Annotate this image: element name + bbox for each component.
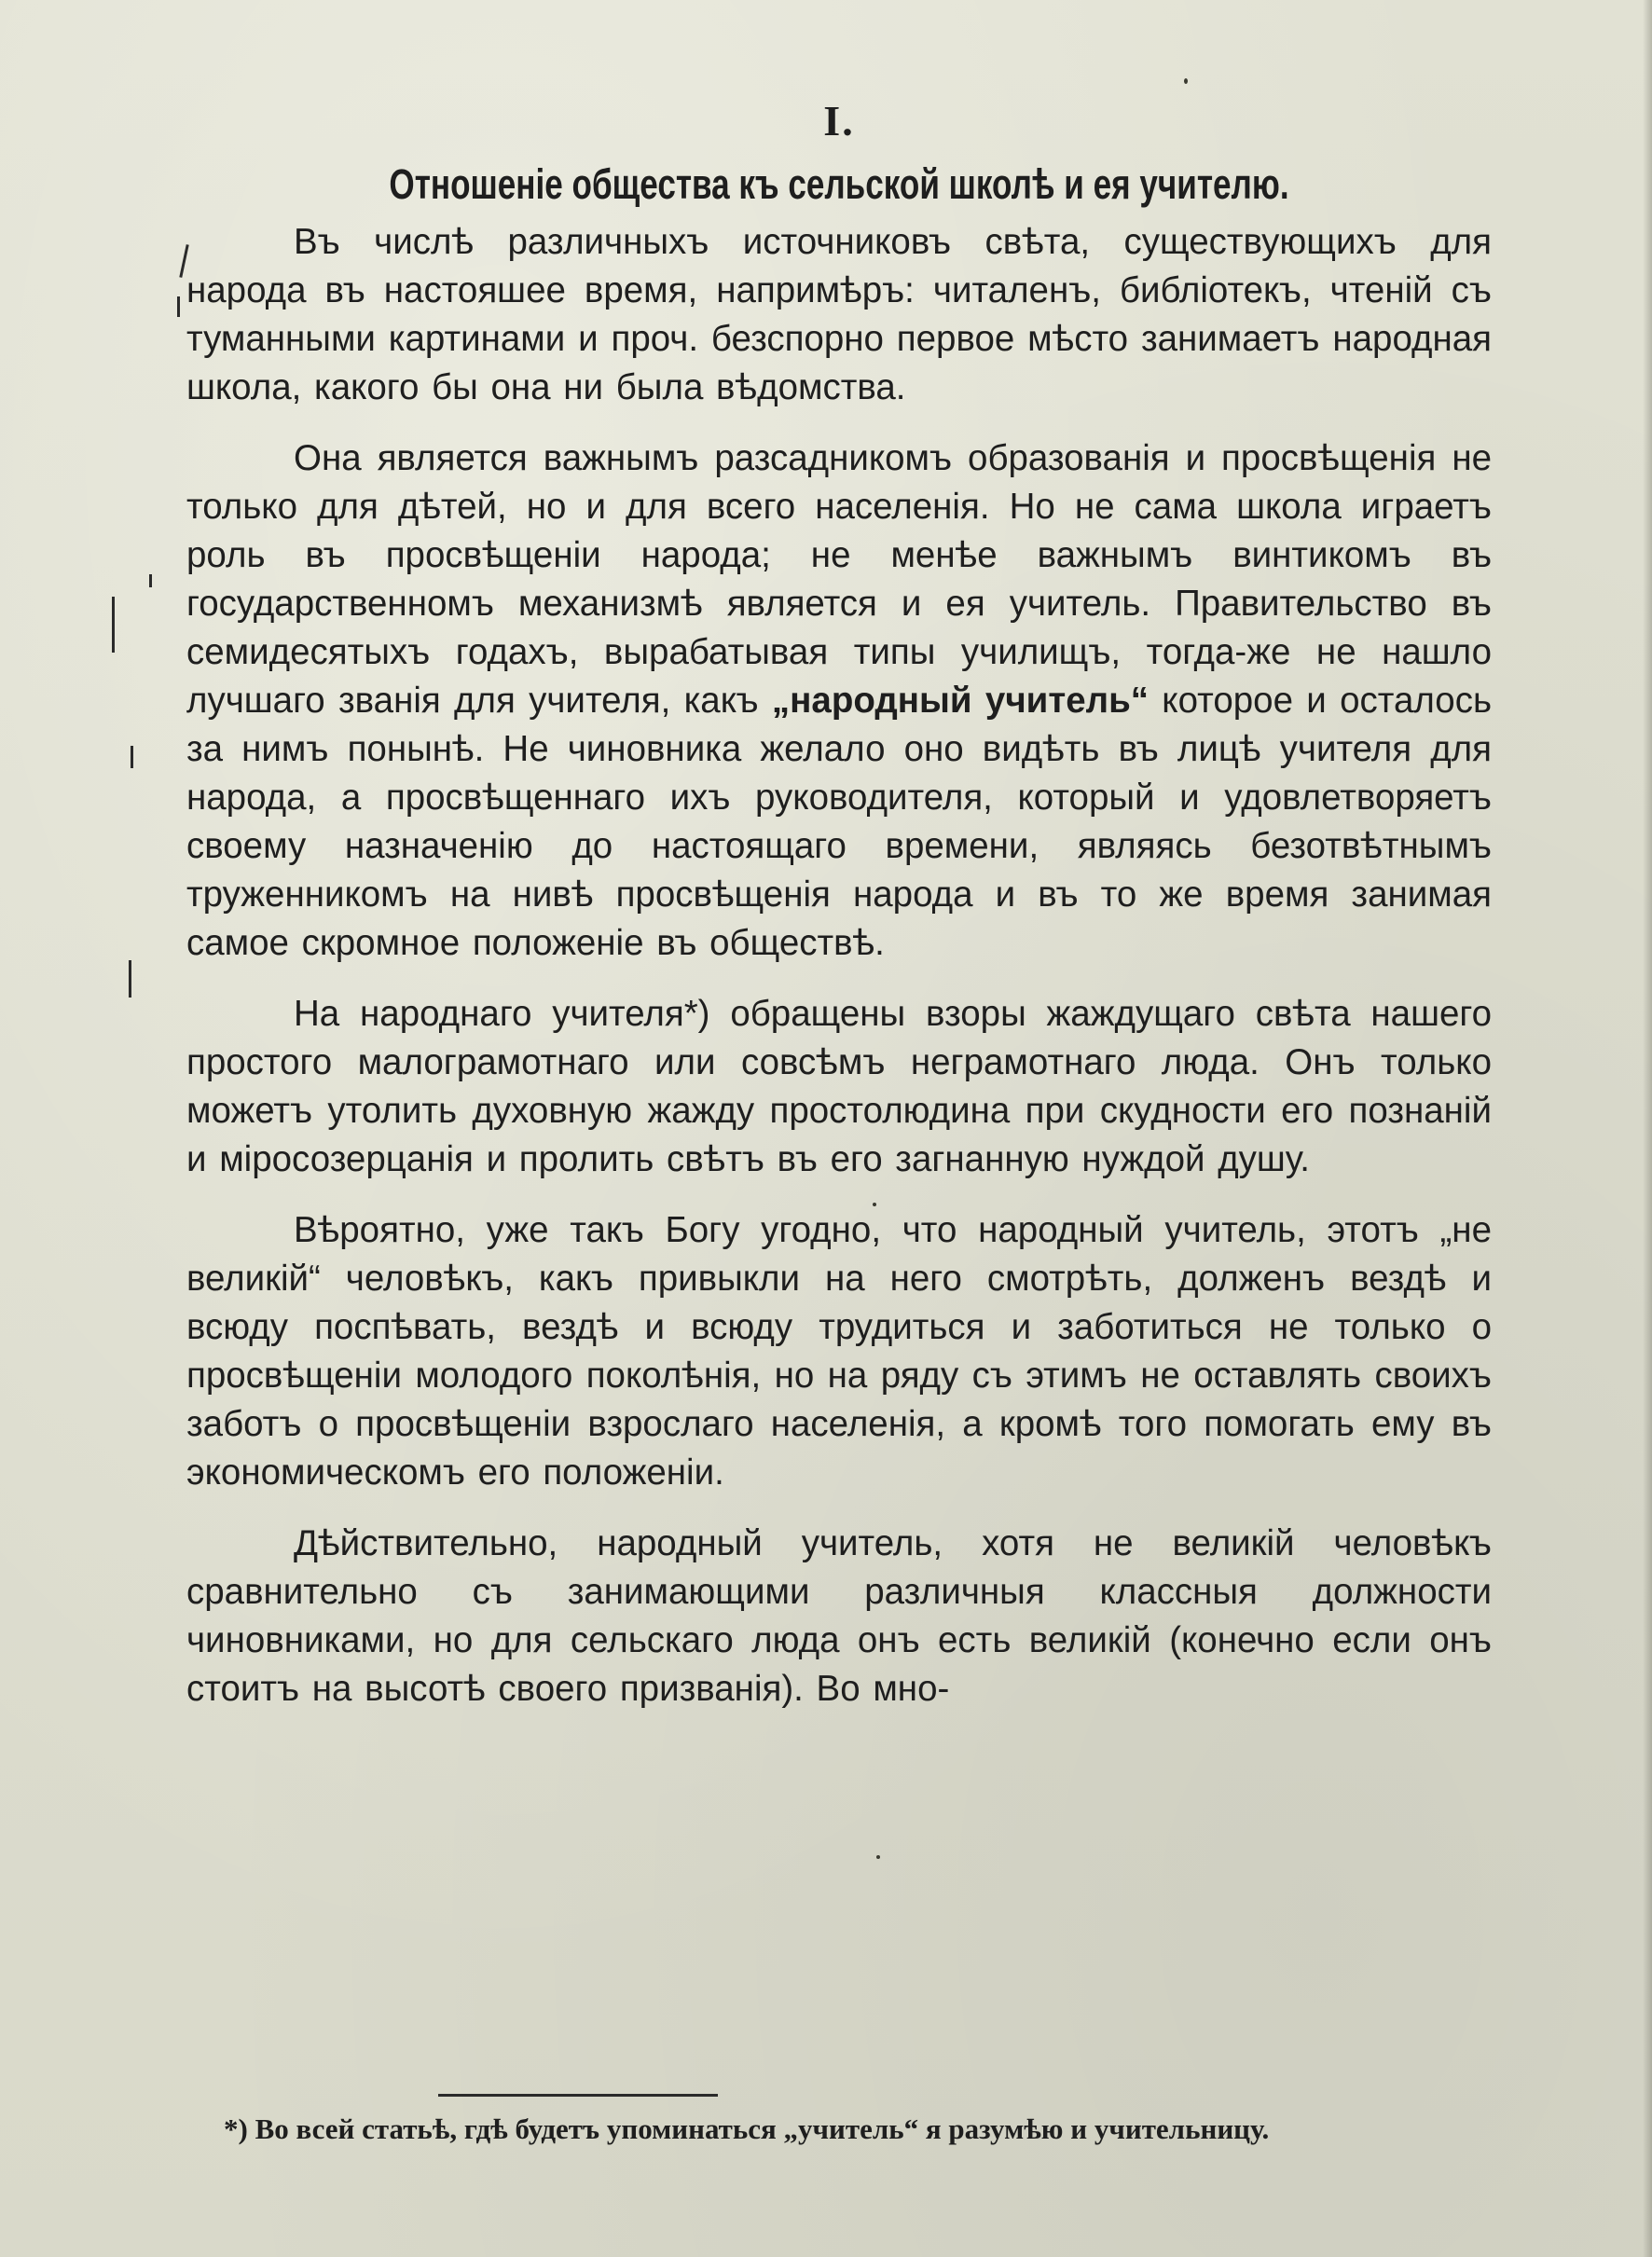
paper-speck xyxy=(1184,78,1188,84)
margin-mark xyxy=(177,296,180,317)
paper-speck xyxy=(873,1203,876,1206)
paragraph-5: Дѣйствительно, народный учитель, хотя не великій человѣкъ сравнительно съ занимающими различныя классныя должности чиновниками, но для сельскаго люда онъ есть великій (конечно если онъ стоитъ на высотѣ своего призванія). Во мно- xyxy=(186,1523,1492,1709)
page-edge-shadow xyxy=(1643,0,1652,2257)
paragraph-2 xyxy=(186,434,1492,968)
chapter-number: I. xyxy=(823,97,855,145)
margin-mark xyxy=(149,574,152,587)
margin-mark xyxy=(129,960,131,998)
footnote-separator xyxy=(438,2094,718,2097)
paragraph-1: Въ числѣ различныхъ источниковъ свѣта, существующихъ для народа въ настояшее время, напримѣръ: читаленъ, библіотекъ, чтеній съ туманными картинами и проч. безспорно первое мѣсто занимаетъ народная школа, какого бы она ни была вѣдомства. xyxy=(186,222,1492,407)
footnote: *) Во всей статьѣ, гдѣ будетъ упоминаться „учитель“ я разумѣю и учительницу. xyxy=(224,2112,1270,2145)
margin-mark xyxy=(131,746,133,768)
paragraph-4: Вѣроятно, уже такъ Богу угодно, что народный учитель, этотъ „не великій“ человѣкъ, какъ привыкли на него смотрѣть, долженъ вездѣ и всюду поспѣвать, вездѣ и всюду трудиться и заботиться не только о просвѣщеніи молодого поколѣнія, но на ряду съ этимъ не оставлять своихъ заботъ о просвѣщеніи взрослаго населенія, а кромѣ того помогать ему въ экономическомъ его положеніи. xyxy=(186,1210,1492,1493)
paper-speck xyxy=(876,1855,880,1859)
paragraph-2-text-after: которое и осталось за нимъ понынѣ. Не чиновника желало оно видѣть въ лицѣ учителя для народа, а просвѣщеннаго ихъ руководителя, который и удовлетворяетъ своему назначенію до настоящаго времени, являясь безотвѣтнымъ труженникомъ на нивѣ просвѣщенія народа и въ то же время занимая самое скромное положеніе въ обществѣ. xyxy=(186,681,1493,963)
paragraph-3: На народнаго учителя*) обращены взоры жаждущаго свѣта нашего простого малограмотнаго или совсѣмъ неграмотнаго люда. Онъ только можетъ утолить духовную жажду простолюдина при скудности его познаній и міросозерцанія и пролить свѣтъ въ его загнанную нуждой душу. xyxy=(186,994,1492,1179)
paragraph-2-text-before: Она является важнымъ разсадникомъ образованія и просвѣщенія не только для дѣтей, но и для всего населенія. Но не сама школа играетъ роль въ просвѣщеніи народа; не менѣе важнымъ винтикомъ въ государственномъ механизмѣ является и ея учитель. Правительство въ семидесятыхъ годахъ, вырабатывая типы училищъ, тогда-же не нашло лучшаго званія для учителя, какъ xyxy=(186,438,1492,721)
chapter-title: Отношеніе общества къ сельской школѣ и ея учителю. xyxy=(389,160,1289,208)
margin-mark xyxy=(112,597,115,653)
paragraph-2-bold-term: „народный учитель“ xyxy=(771,681,1149,721)
page-text xyxy=(186,93,1492,1736)
